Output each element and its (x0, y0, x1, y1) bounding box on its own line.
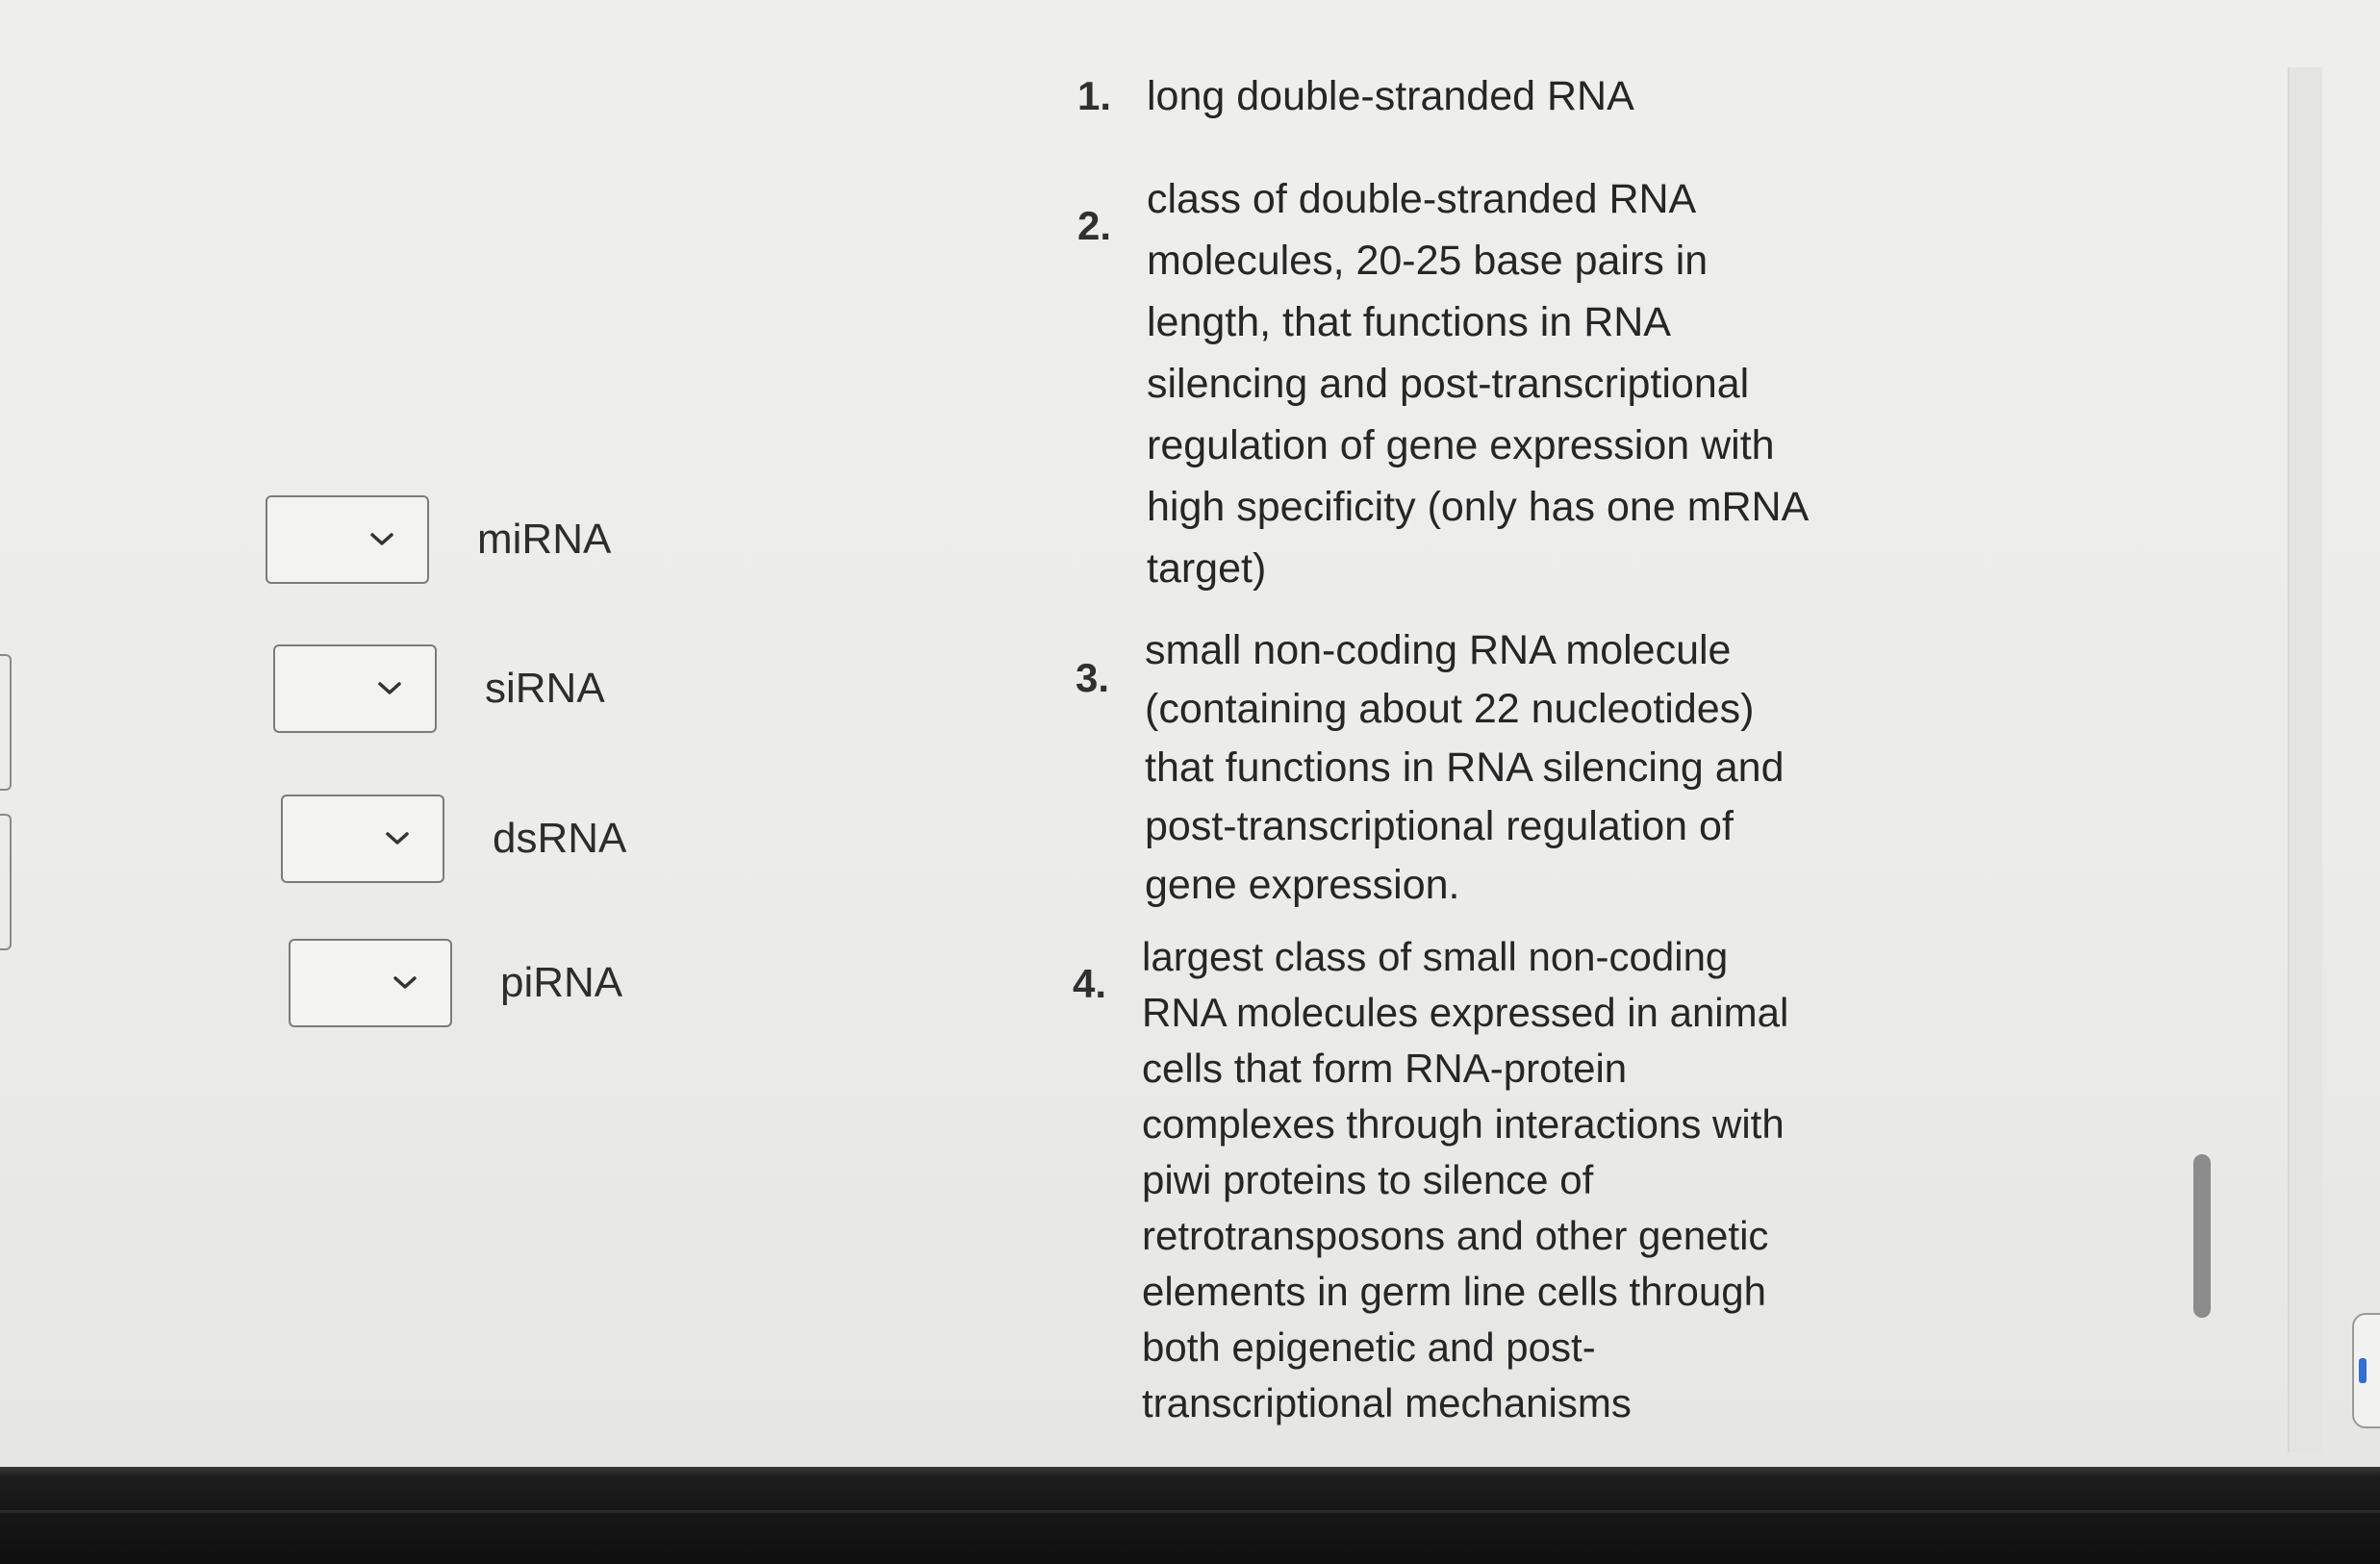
bezel-edge (0, 1510, 2380, 1513)
definition-number: 1. (1077, 73, 1112, 118)
side-panel-indicator (2359, 1358, 2367, 1383)
scrollbar-thumb[interactable] (2193, 1154, 2211, 1318)
chevron-down-icon (385, 831, 410, 846)
definition-text: small non-coding RNA molecule (containing about 22 nucleotides) that functions in RNA silencing and post-transcriptional regulation of gene expression. (1145, 627, 1785, 908)
term-label: dsRNA (493, 815, 627, 862)
chevron-down-icon (369, 532, 394, 547)
definition-number: 3. (1076, 655, 1110, 700)
answer-dropdown[interactable] (266, 495, 429, 584)
definition-text: largest class of small non-coding RNA molecules expressed in animal cells that form RNA-protein complexes through interactions with piwi proteins to silence of retrotransposons and other genetic elements in germ line cells through both epigenetic and post-transcriptional mechanisms (1142, 934, 1789, 1425)
match-row-dsrna (281, 795, 626, 883)
monitor-bezel (0, 1467, 2380, 1564)
scrollbar-track[interactable] (2288, 67, 2322, 1452)
term-label: miRNA (477, 516, 612, 563)
match-row-sirna (273, 644, 605, 733)
definition-text: long double-stranded RNA (1147, 73, 1634, 119)
answer-dropdown[interactable] (281, 795, 444, 883)
definition-number: 2. (1077, 203, 1112, 248)
term-label: piRNA (500, 959, 623, 1006)
answer-dropdown[interactable] (289, 939, 452, 1027)
definition-text: class of double-stranded RNA molecules, 20-25 base pairs in length, that functions in RNA silencing and post-transcriptional regulation of gene expression with high specificity (only has one mRNA target) (1147, 176, 1807, 592)
offscreen-box (0, 814, 12, 950)
term-label: siRNA (485, 665, 605, 712)
match-row-pirna (289, 939, 622, 1027)
offscreen-box (0, 654, 12, 791)
chevron-down-icon (377, 681, 402, 696)
answer-dropdown[interactable] (273, 644, 437, 733)
chevron-down-icon (392, 975, 418, 991)
match-row-mirna (266, 495, 611, 584)
definition-number: 4. (1073, 961, 1107, 1006)
